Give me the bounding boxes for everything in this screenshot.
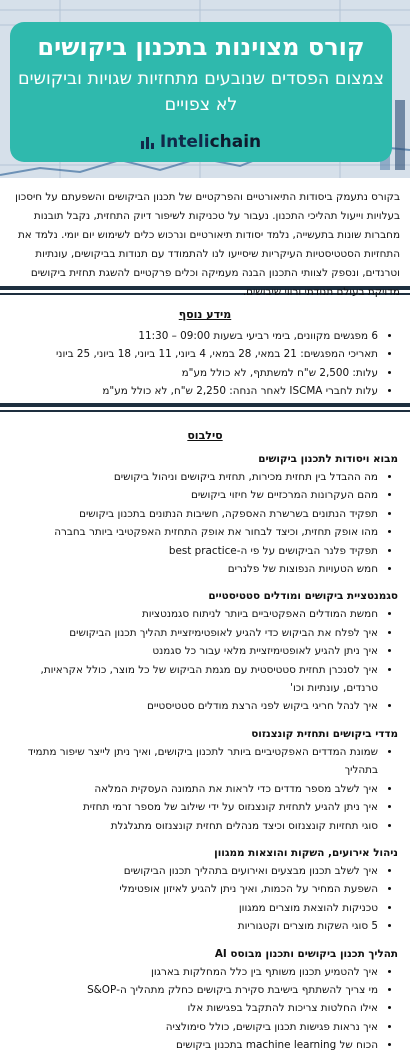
list-item: • השפעת המחיר על הכמות, ואיך ניתן להגיע לאיזון אופטימלי — [12, 880, 378, 898]
hero-banner — [0, 0, 410, 178]
list-item: • איך לנהל חריגי ביקוש לפני הרצת מודלים סטטיסטיים — [12, 697, 378, 715]
list-item: • איך ניתן להגיע לתחזית קונצנזוס על ידי שילוב של מספר זרמי תחזית — [12, 798, 378, 816]
list-item: • מהו אופק תחזית, וכיצד לבחור את אופק התחזית האפקטיבי ביותר בחברה — [12, 523, 378, 541]
intelichain-logo — [10, 132, 392, 154]
list-item: • איך לפלח את הביקוש כדי להגיע לאופטימיזציית תהליך תכנון הביקושים — [12, 624, 378, 642]
list-item: • מי צריך להשתתף בישיבת סקירת ביקושים כחלק מתהליך ה-S&OP — [12, 981, 378, 999]
info-item: • 6 מפגשים מקוונים, בימי רביעי בשעות 09:00 – 11:30 — [12, 327, 378, 345]
syllabus-list — [12, 963, 398, 1055]
list-item: • טכניקות להוצאת מוצרים ממגוון — [12, 899, 378, 917]
list-item: • איך ניתן להגיע לאופטימיזציית מלאי עבור כל סגמנט — [12, 642, 378, 660]
list-item: • איך לסנכרן תחזית סטטיסטית עם מגמת הביקוש של כל מוצר, כולל אקראיות, טרנדים, עונתיות וכו' — [12, 661, 378, 698]
list-item: • איך נראות פגישות תכנון ביקושים, כולל סימולציה — [12, 1018, 378, 1036]
list-item: • תפקיד פלנר הביקושים על פי ה-best practice — [12, 542, 378, 560]
syllabus-list — [12, 862, 398, 936]
list-item: • שמונת המדדים האפקטיביים ביותר לתכנון ביקושים, ואיך ניתן לייצר שיפור מתמיד בתהליך — [12, 743, 378, 780]
logo-prefix: Inteli — [159, 132, 210, 152]
syllabus-heading: תהליך תכנון ביקושים ותכנון מבוסס AI — [214, 947, 398, 960]
list-item: • סוגי תחזיות קונצנזוס וכיצד מנהלים תחזית קונצנזוס מתגלגלת — [12, 817, 378, 835]
list-item: • 5 סוגי השקות מוצרים וקטגוריות — [12, 917, 378, 935]
syllabus-heading: מדדי ביקושים ותחזית קונצנזוס — [251, 727, 398, 740]
syllabus-title: סילבוס — [187, 429, 223, 442]
list-item: • מהם העקרונות המרכזיים של חיזוי ביקושים — [12, 486, 378, 504]
info-item: • תאריכי המפגשים: 21 במאי, 28 במאי, 4 ביוני, 11 ביוני, 18 ביוני, 25 ביוני — [12, 345, 378, 363]
syllabus-list — [12, 605, 398, 715]
list-item: • תפקיד הנתונים בשרשרת האספקה, חשיבות הנתונים בתכנון ביקושים — [12, 505, 378, 523]
list-item: • חמשת המודלים האפקטיביים ביותר לניתוח סגמנטציות — [12, 605, 378, 623]
list-item: • חמש הטעויות הנפוצות של פלנרים — [12, 560, 378, 578]
info-item: • עלות: 2,500 ש"ח למשתתף, לא כולל מע"מ — [12, 364, 378, 382]
hero-card — [10, 22, 392, 162]
list-item: • הכוח של machine learning בתכנון ביקושים — [12, 1036, 378, 1054]
info-list — [12, 327, 398, 401]
logo-suffix: chain — [209, 132, 262, 152]
list-item: • אילו החלטות צריכות להתקבל בפגישות אלו — [12, 999, 378, 1017]
info-section — [0, 295, 410, 403]
syllabus-heading: ניהול אירועים, השקות והוצאות ממגוון — [214, 846, 398, 859]
syllabus-heading: סגמנטציית ביקושים ומודלים סטטיסטיים — [208, 590, 398, 603]
intro-paragraph: בקורס נתעמק ביסודות התיאורטיים והפרקטיים של תכנון הביקושים והשפעתם על חיסכון בעלויות וייעול תהליכי התכנון. נעבור על טכניקות לשיפור דיוק התחזית, נקבל תובנות מחברות שונות בתעשייה, נלמד יסודות תיאורטיים ונרכוש כלים לשימוש יום יומי. נלמד את התחזיות הסטטיסטיות העיקריות שיסייעו לנו להתמודד עם תנודות בביקושים, עונתיות וטרנדים, ונספק לצוותי התכנון הבנה מעמיקה וכלים פרקטיים להשגת תחזית ביקושים מדויקת בעולם תנודתי ורווי שיבושים. — [15, 191, 400, 298]
list-item: • מה ההבדל בין תחזית מכירות, תחזית ביקושים וניהול ביקושים — [12, 468, 378, 486]
list-item: • איך לשלב מספר מדדים כדי לראות את התמונה העסקית המלאה — [12, 780, 378, 798]
syllabus-heading: מבוא ויסודות לתכנון ביקושים — [258, 453, 398, 465]
course-title: קורס מצוינות בתכנון ביקושים — [37, 33, 365, 61]
course-subtitle: צמצום הפסדים שנובעים מתחזיות שגויות וביקושים לא צפויים — [18, 69, 384, 115]
section-divider — [0, 403, 410, 407]
syllabus-list — [12, 468, 398, 578]
list-item: • איך לשלב תכנון מבצעים ואירועים בתהליך תכנון הביקושים — [12, 862, 378, 880]
list-item: • איך להטמיע תכנון משותף בין כלל המחלקות בארגון — [12, 963, 378, 981]
syllabus-section — [0, 412, 410, 1055]
info-title: מידע נוסף — [178, 308, 232, 321]
logo-bars-icon — [141, 134, 156, 154]
syllabus-list — [12, 743, 398, 835]
info-item: • עלות לחברי ISCMA לאחר הנחה: 2,250 ש"ח, לא כולל מע"מ — [12, 382, 378, 400]
